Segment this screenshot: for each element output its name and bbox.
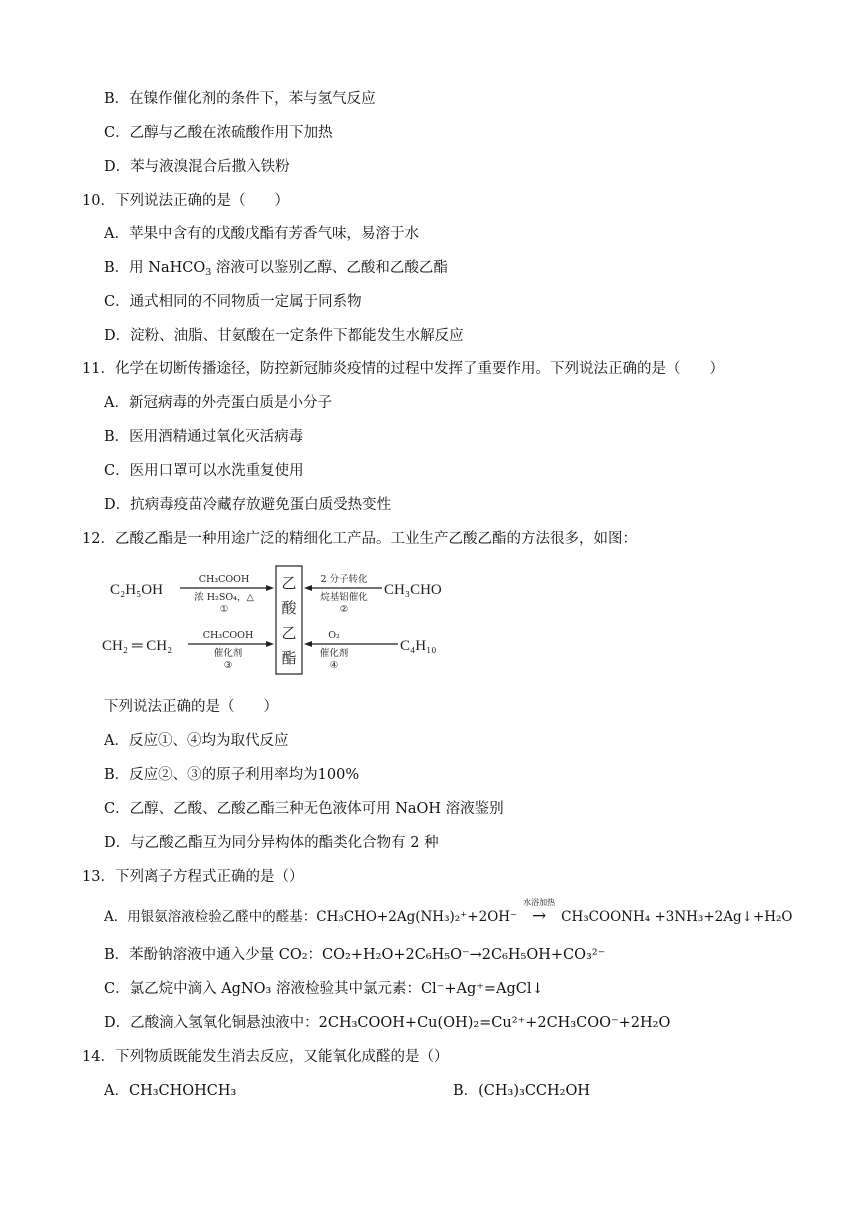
q10-option-d: D．淀粉、油脂、甘氨酸在一定条件下都能发生水解反应 xyxy=(104,328,464,344)
reaction-scheme xyxy=(100,562,460,680)
arrow-3-head xyxy=(266,641,274,647)
cond-4-num: ④ xyxy=(329,660,339,671)
scheme-butane: C₄H₁₀ xyxy=(400,638,437,654)
q13-option-d: D．乙酸滴入氢氧化铜悬浊液中：2CH₃COOH+Cu(OH)₂=Cu²⁺+2CH₃COO⁻+2H₂O xyxy=(104,1015,671,1031)
cond-4-bottom: 催化剂 xyxy=(319,648,349,659)
q12-option-b: B．反应②、③的原子利用率均为100% xyxy=(104,767,360,783)
q11-stem: 11．化学在切断传播途径，防控新冠肺炎疫情的过程中发挥了重要作用。下列说法正确的是（ ） xyxy=(82,361,724,377)
q11-option-a: A．新冠病毒的外壳蛋白质是小分子 xyxy=(104,395,332,411)
arrow-2-head xyxy=(304,585,312,591)
q12-option-d: D．与乙酸乙酯互为同分异构体的酯类化合物有 2 种 xyxy=(104,835,439,851)
product-char-4: 酯 xyxy=(281,649,297,667)
q11-option-d: D．抗病毒疫苗冷藏存放避免蛋白质受热变性 xyxy=(104,497,392,513)
cond-1-bottom: 浓 H₂SO₄，△ xyxy=(194,592,254,603)
q9-option-b: B．在镍作催化剂的条件下，苯与氢气反应 xyxy=(104,91,376,107)
q13-option-a xyxy=(104,898,793,927)
cond-2-top: 2 分子转化 xyxy=(320,574,368,585)
condition-arrow xyxy=(523,898,556,927)
scheme-ethanol: C₂H₅OH xyxy=(110,582,163,598)
q13-a-right: CH₃COONH₄ +3NH₃+2Ag↓+H₂O xyxy=(561,909,793,925)
cond-3-num: ③ xyxy=(223,660,233,671)
cond-4-top: O₂ xyxy=(328,630,340,641)
q10-b-post: 溶液可以鉴别乙醇、乙酸和乙酸乙酯 xyxy=(211,260,448,276)
condition-label: 水浴加热 xyxy=(523,898,556,907)
q12-stem: 12．乙酸乙酯是一种用途广泛的精细化工产品。工业生产乙酸乙酯的方法很多，如图： xyxy=(82,531,637,547)
q11-option-c: C．医用口罩可以水洗重复使用 xyxy=(104,463,304,479)
q12-option-a: A．反应①、④均为取代反应 xyxy=(104,733,289,749)
product-char-3: 乙 xyxy=(281,624,297,642)
q10-stem: 10．下列说法正确的是（ ） xyxy=(82,193,289,209)
q9-option-c: C．乙醇与乙酸在浓硫酸作用下加热 xyxy=(104,125,333,141)
product-char-1: 乙 xyxy=(281,574,297,592)
cond-1-top: CH₃COOH xyxy=(198,574,250,585)
cond-1-num: ① xyxy=(219,604,229,615)
arrow-1-head xyxy=(266,585,274,591)
q10-option-b xyxy=(104,258,448,278)
q10-option-c: C．通式相同的不同物质一定属于同系物 xyxy=(104,294,362,310)
q10-b-sub: 3 xyxy=(205,267,212,278)
q14-option-a: A．CH₃CHOHCH₃ xyxy=(104,1083,237,1099)
q10-b-pre: B．用 NaHCO xyxy=(104,260,206,276)
arrow-4-head xyxy=(304,641,312,647)
q14-stem: 14．下列物质既能发生消去反应，又能氧化成醛的是（） xyxy=(82,1049,449,1065)
cond-2-num: ② xyxy=(339,604,349,615)
product-char-2: 酸 xyxy=(281,599,297,617)
q13-option-c: C．氯乙烷中滴入 AgNO₃ 溶液检验其中氯元素：Cl⁻+Ag⁺=AgCl↓ xyxy=(104,981,544,997)
q13-a-left: A．用银氨溶液检验乙醛中的醛基：CH₃CHO+2Ag(NH₃)₂⁺+2OH⁻ xyxy=(104,909,518,925)
q13-stem: 13．下列离子方程式正确的是（） xyxy=(82,869,304,885)
scheme-ethylene: CH₂ ═ CH₂ xyxy=(102,638,173,654)
reaction-arrow: → xyxy=(532,906,547,926)
q12-option-c: C．乙醇、乙酸、乙酸乙酯三种无色液体可用 NaOH 溶液鉴别 xyxy=(104,801,504,817)
q12-sub-stem: 下列说法正确的是（ ） xyxy=(104,699,278,715)
q9-option-d: D．苯与液溴混合后撒入铁粉 xyxy=(104,159,290,175)
q14-option-b: B．(CH₃)₃CCH₂OH xyxy=(453,1083,591,1099)
q10-option-a: A．苹果中含有的戊酸戊酯有芳香气味，易溶于水 xyxy=(104,226,419,242)
scheme-acetaldehyde: CH₃CHO xyxy=(384,582,442,598)
cond-3-bottom: 催化剂 xyxy=(213,648,243,659)
q11-option-b: B．医用酒精通过氧化灭活病毒 xyxy=(104,429,304,445)
cond-3-top: CH₃COOH xyxy=(202,630,254,641)
q13-option-b: B．苯酚钠溶液中通入少量 CO₂：CO₂+H₂O+2C₆H₅O⁻→2C₆H₅OH+CO₃²⁻ xyxy=(104,947,606,963)
cond-2-bottom: 烷基铝催化 xyxy=(320,592,368,603)
